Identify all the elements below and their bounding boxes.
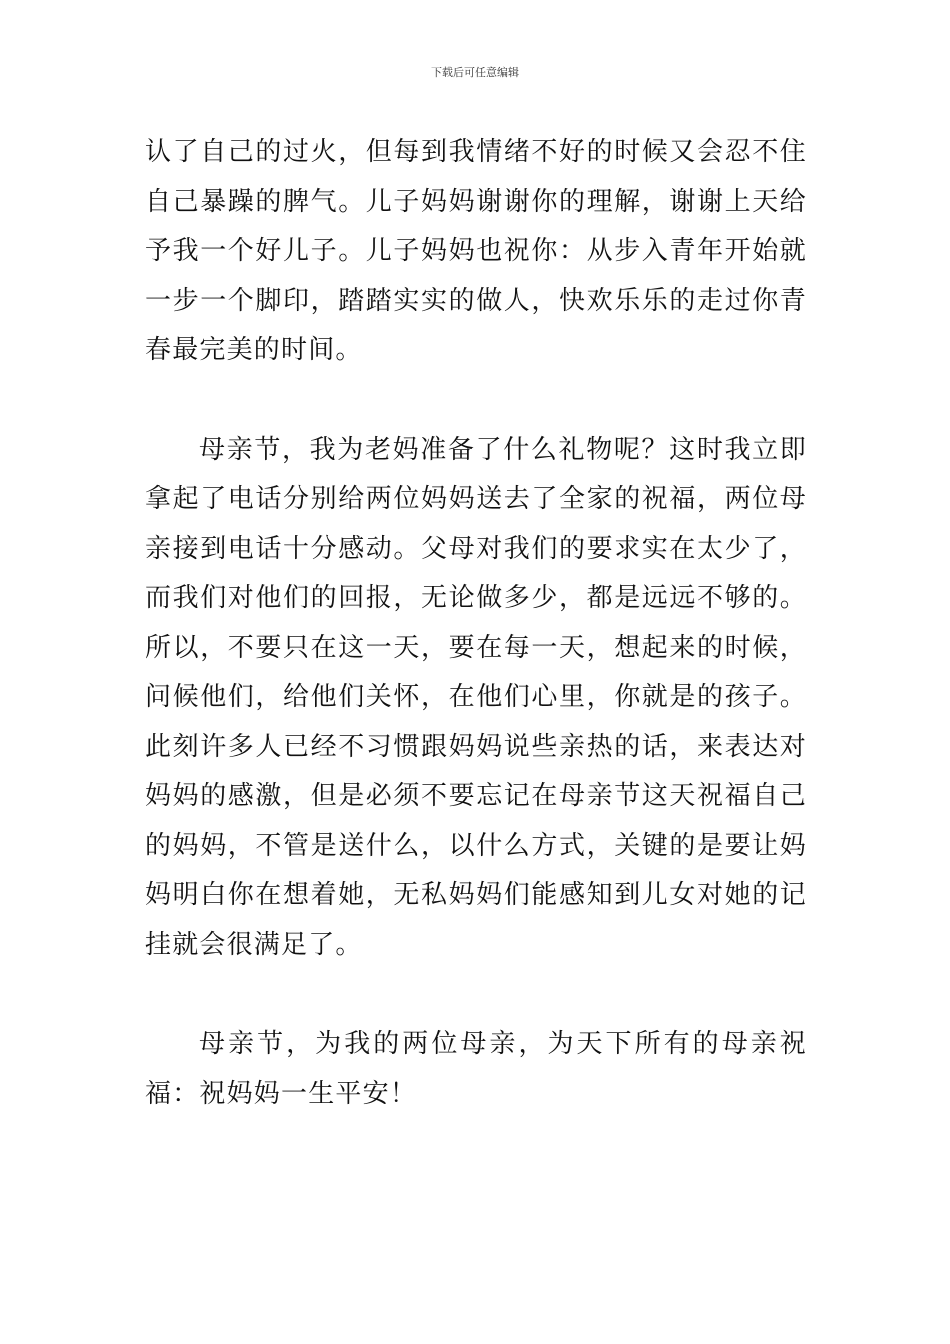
document-body — [145, 128, 807, 1119]
paragraph-mothers-day-gift: 母亲节，我为老妈准备了什么礼物呢？这时我立即拿起了电话分别给两位妈妈送去了全家的祝福，两位母亲接到电话十分感动。父母对我们的要求实在太少了，而我们对他们的回报，无论做多少，都是远远不够的。所以，不要只在这一天，要在每一天，想起来的时候，问候他们，给他们关怀，在他们心里，你就是的孩子。此刻许多人已经不习惯跟妈妈说些亲热的话，来表达对妈妈的感激，但是必须不要忘记在母亲节这天祝福自己的妈妈，不管是送什么，以什么方式，关键的是要让妈妈明白你在想着她，无私妈妈们能感知到儿女对她的记挂就会很满足了。 — [145, 434, 807, 960]
page-header: 下载后可任意编辑 — [431, 66, 519, 79]
paragraph-mothers-day-blessing: 母亲节，为我的两位母亲，为天下所有的母亲祝福：祝妈妈一生平安！ — [145, 1029, 807, 1109]
paragraph-continuation: 认了自己的过火，但每到我情绪不好的时候又会忍不住自己暴躁的脾气。儿子妈妈谢谢你的理解，谢谢上天给予我一个好儿子。儿子妈妈也祝你：从步入青年开始就一步一个脚印，踏踏实实的做人，快欢乐乐的走过你青春最完美的时间。 — [145, 137, 807, 365]
